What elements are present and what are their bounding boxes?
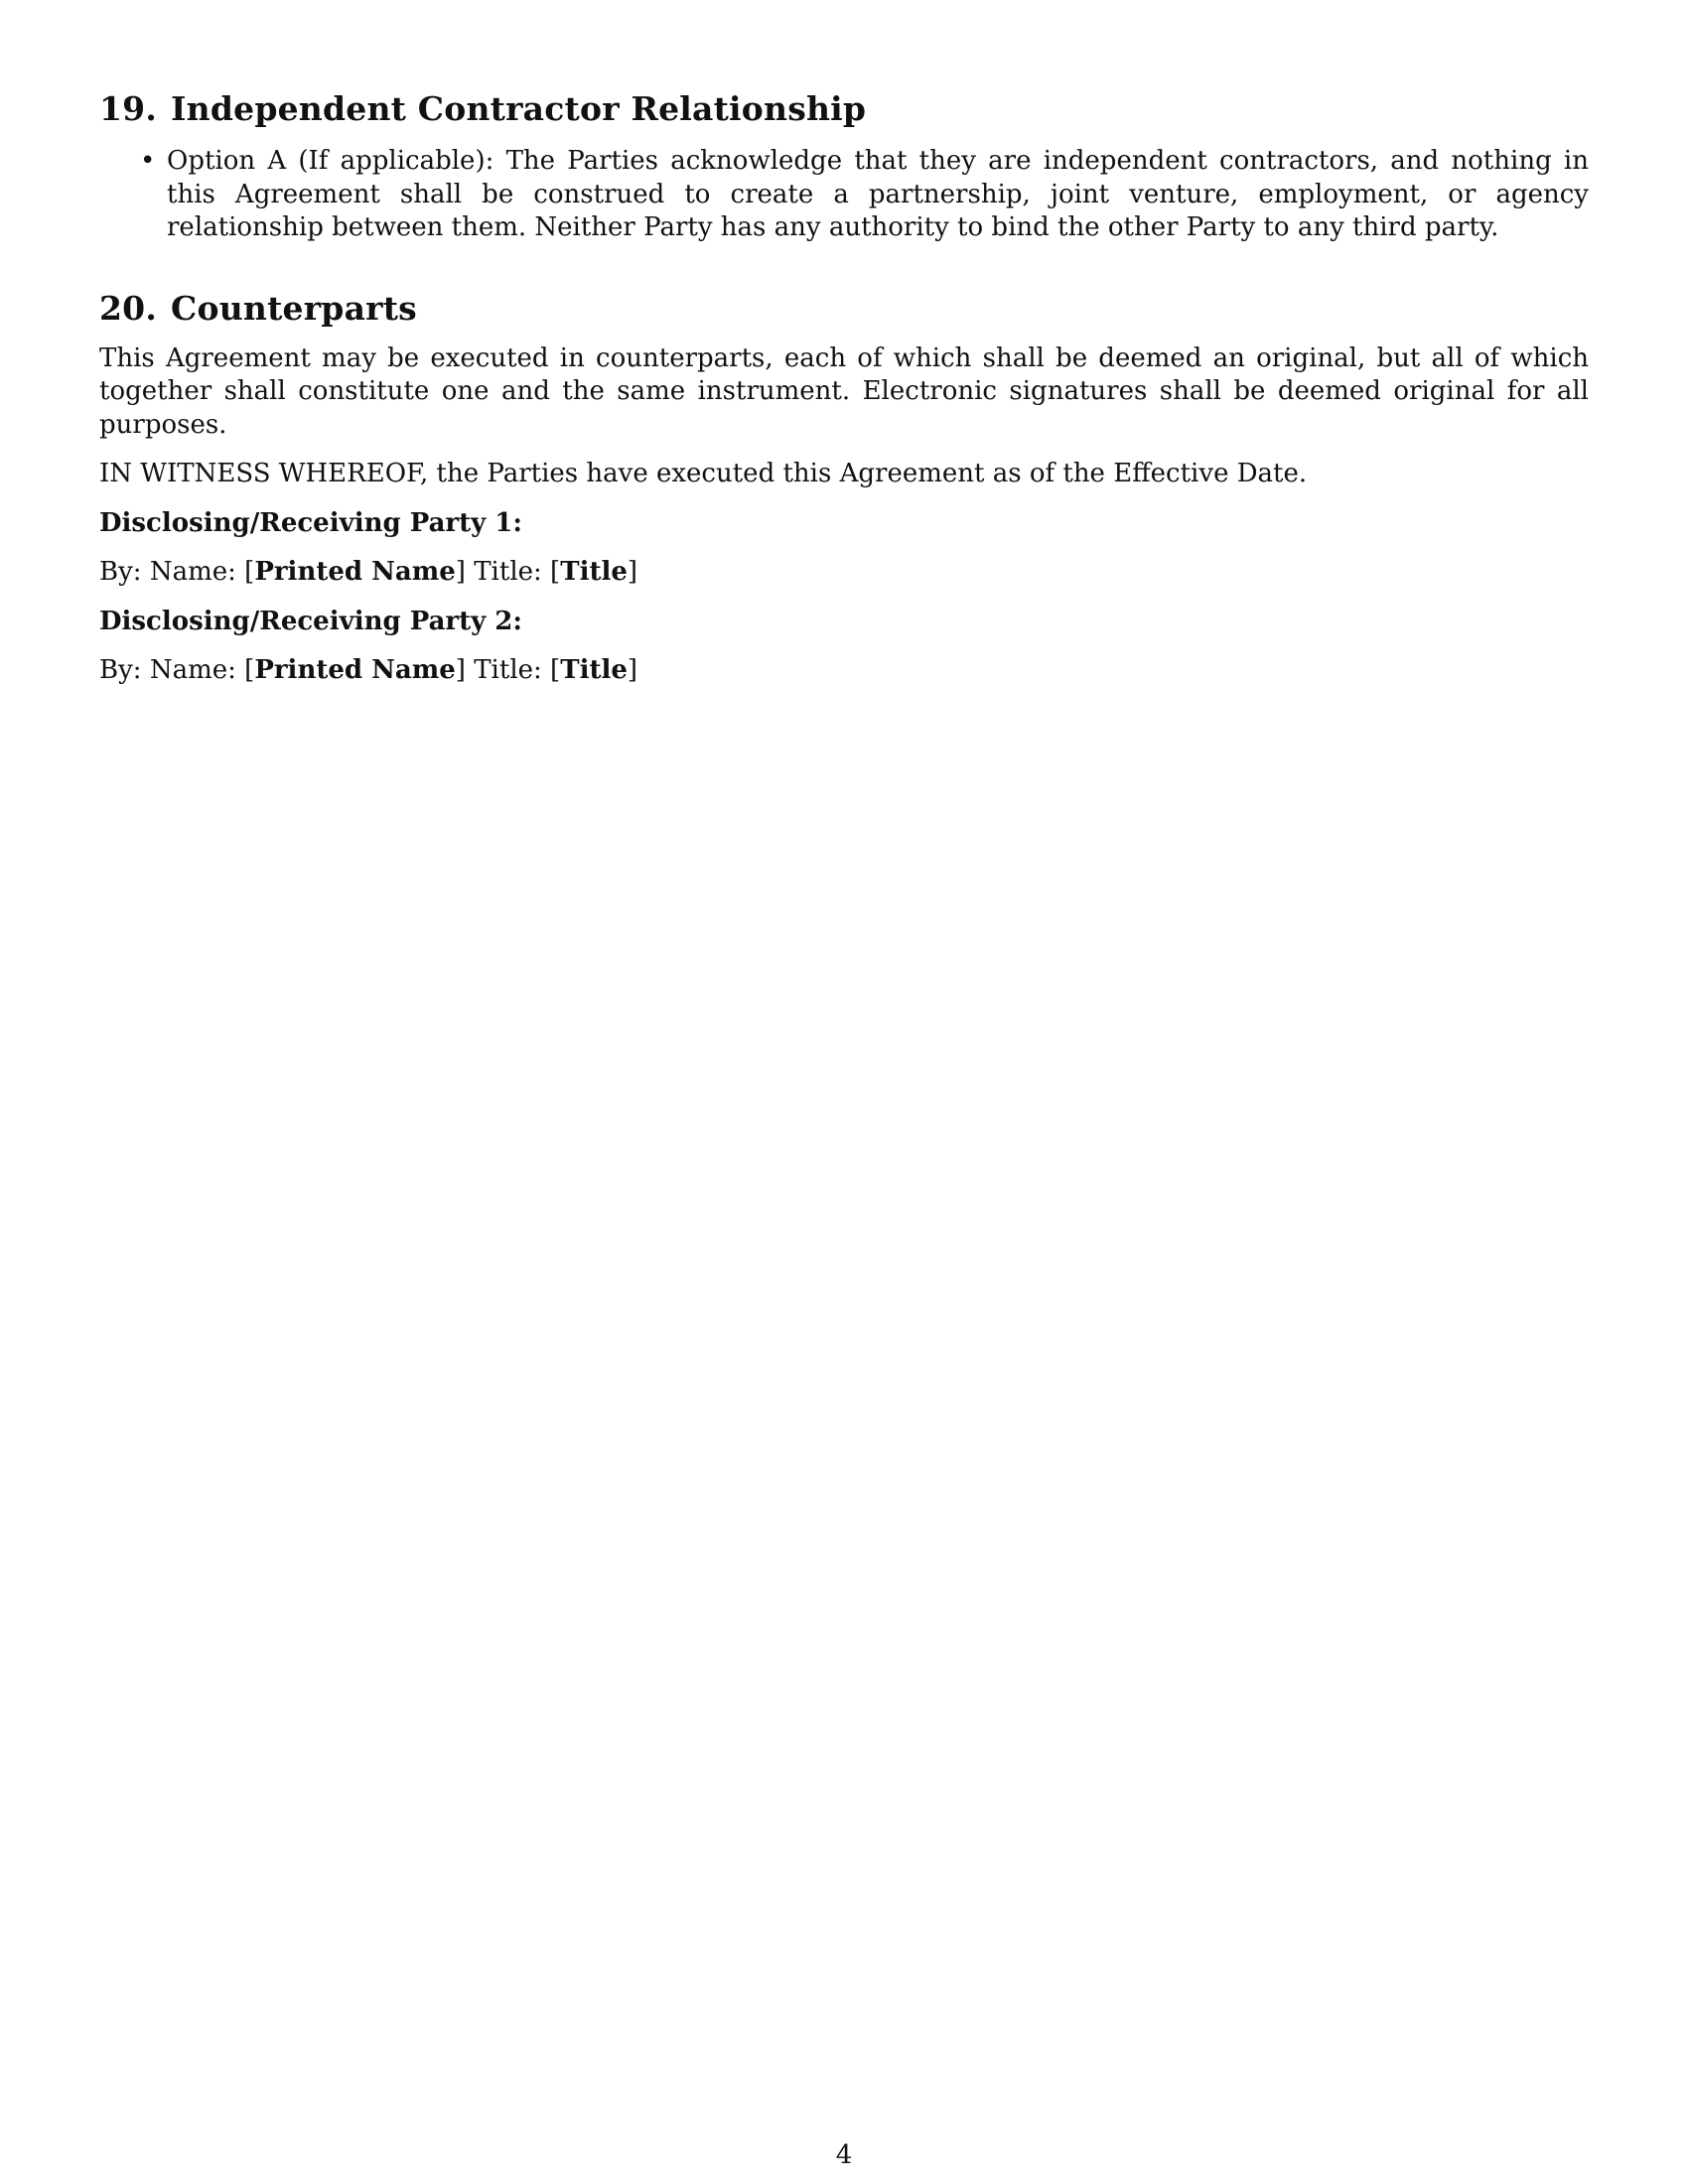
- section-number: 19.: [99, 89, 158, 128]
- party-1-signature-line: By: Name: [Printed Name] Title: [Title]: [99, 557, 638, 587]
- name-label: Name:: [149, 557, 236, 587]
- title-placeholder: Title: [560, 557, 628, 587]
- section-heading: [99, 89, 1589, 129]
- section-number: 20.: [99, 288, 158, 328]
- title-label: Title:: [474, 655, 542, 685]
- party-1-heading: Disclosing/Receiving Party 1:: [99, 507, 522, 538]
- by-label: By:: [99, 655, 142, 685]
- party-2-heading: Disclosing/Receiving Party 2:: [99, 606, 522, 636]
- section-title: Independent Contractor Relationship: [171, 89, 867, 128]
- list-item: [140, 145, 1589, 245]
- name-placeholder: Printed Name: [254, 655, 456, 685]
- bullet-list: [99, 145, 1589, 245]
- section-19: [99, 89, 1589, 245]
- section-20: [99, 289, 1589, 688]
- section-body: This Agreement may be executed in counterparts, each of which shall be deemed an original, but all of which together shall constitute one and the same instrument. Electronic signatures shall be deemed original for all purposes.: [99, 342, 1589, 440]
- title-label: Title:: [474, 557, 542, 587]
- name-label: Name:: [149, 655, 236, 685]
- list-item-text: Option A (If applicable): The Parties acknowledge that they are independent contractors, and nothing in this Agreement shall be construed to create a partnership, joint venture, employment, or agency relationship between them. Neither Party has any authority to bind the other Party to any third party.: [167, 146, 1589, 242]
- section-heading: [99, 289, 1589, 329]
- document-page: [99, 89, 1589, 688]
- name-placeholder: Printed Name: [254, 557, 456, 587]
- page-number: 4: [835, 2140, 853, 2170]
- bullet-icon: •: [140, 146, 156, 176]
- title-placeholder: Title: [560, 655, 628, 685]
- section-title: Counterparts: [171, 288, 417, 328]
- by-label: By:: [99, 557, 142, 587]
- party-2-signature-line: By: Name: [Printed Name] Title: [Title]: [99, 655, 638, 685]
- witness-statement: IN WITNESS WHEREOF, the Parties have executed this Agreement as of the Effective Date.: [99, 459, 1308, 488]
